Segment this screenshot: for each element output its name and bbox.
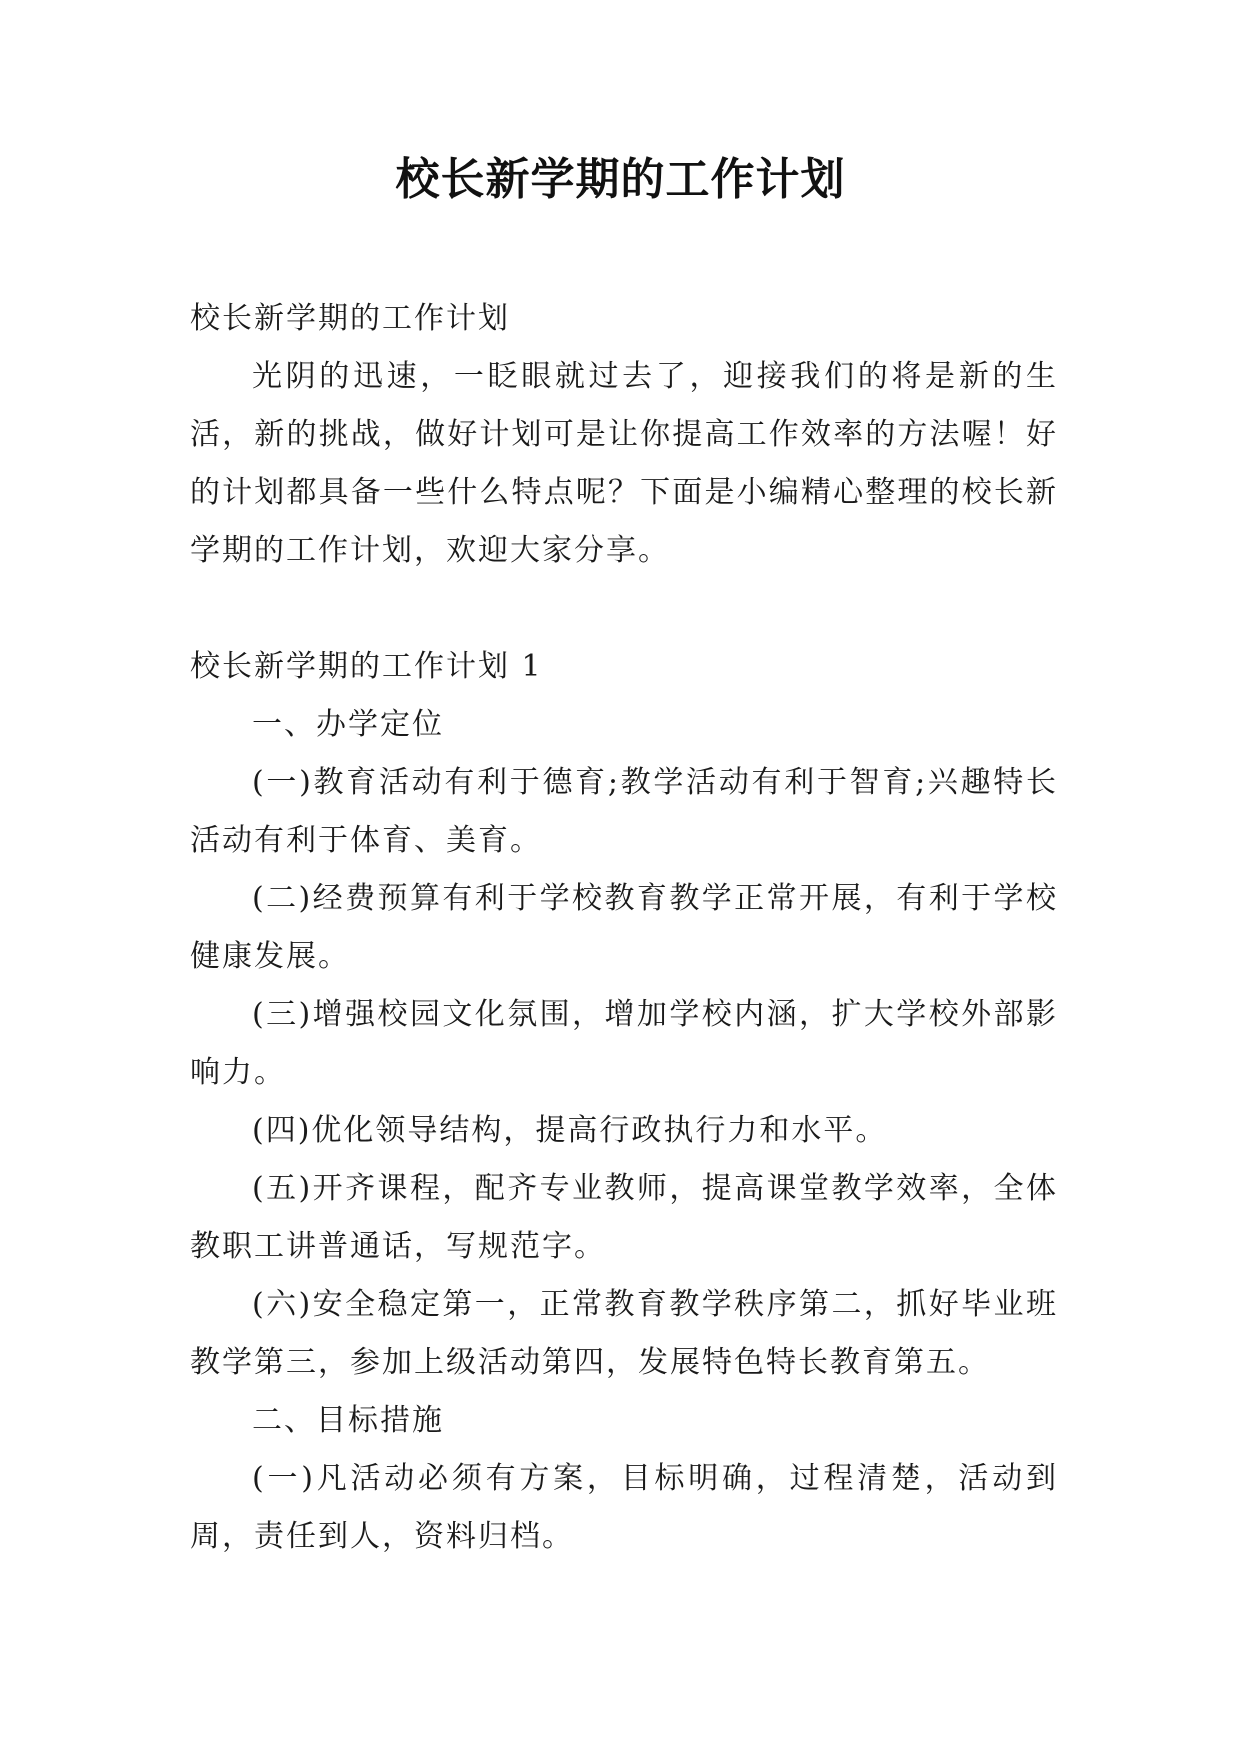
document-subtitle: 校长新学期的工作计划	[190, 301, 510, 336]
part-heading: 一、办学定位	[252, 707, 444, 742]
list-item: (三)增强校园文化氛围，增加学校内涵，扩大学校外部影响力。	[190, 997, 1058, 1090]
intro-paragraph: 光阴的迅速，一眨眼就过去了，迎接我们的将是新的生活，新的挑战，做好计划可是让你提高工作效率的方法喔！好的计划都具备一些什么特点呢？下面是小编精心整理的校长新学期的工作计划，欢迎大家分享。	[190, 359, 1058, 568]
list-item: (四)优化领导结构，提高行政执行力和水平。	[252, 1113, 888, 1148]
paragraph-spacer	[190, 580, 1058, 638]
list-item: (一)凡活动必须有方案，目标明确，过程清楚，活动到周，责任到人，资料归档。	[190, 1461, 1058, 1554]
section-heading: 校长新学期的工作计划 1	[190, 649, 543, 684]
document-body	[190, 290, 1058, 1566]
list-item: (二)经费预算有利于学校教育教学正常开展，有利于学校健康发展。	[190, 881, 1058, 974]
list-item: (五)开齐课程，配齐专业教师，提高课堂教学效率，全体教职工讲普通话，写规范字。	[190, 1171, 1058, 1264]
part-heading: 二、目标措施	[252, 1403, 444, 1438]
list-item: (一)教育活动有利于德育;教学活动有利于智育;兴趣特长活动有利于体育、美育。	[190, 765, 1058, 858]
document-title: 校长新学期的工作计划	[395, 154, 846, 205]
list-item: (六)安全稳定第一，正常教育教学秩序第二，抓好毕业班教学第三，参加上级活动第四，发展特色特长教育第五。	[190, 1287, 1058, 1380]
